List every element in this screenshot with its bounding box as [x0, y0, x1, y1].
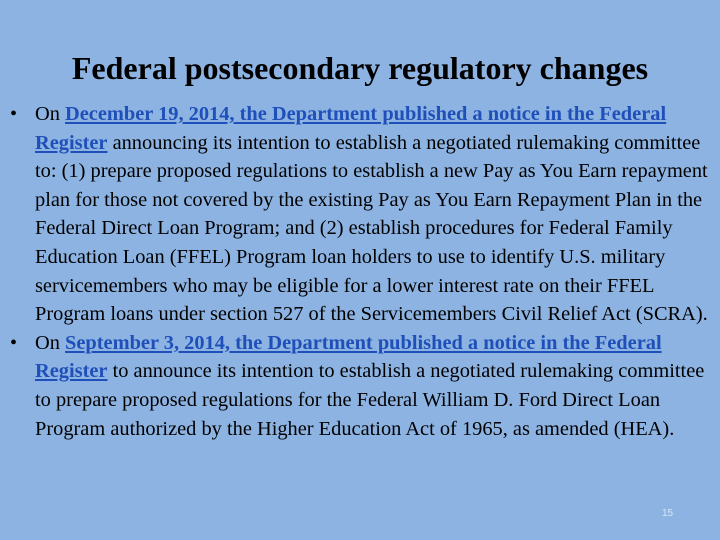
- bullet-item-september: [10, 329, 715, 443]
- page-number: 15: [662, 508, 674, 519]
- bullet-lead-text: On: [35, 331, 66, 354]
- bullet-icon: •: [10, 331, 18, 354]
- federal-register-link-december[interactable]: December 19, 2014, the Department published a notice in the Federal Register: [35, 103, 667, 154]
- bullet-body-text: to announce its intention to establish a negotiated rulemaking committee to prepare proposed regulations for the Federal William D. Ford Direct Loan Program authorized by the Higher Education Act of 1965, as amended (HEA).: [35, 360, 705, 440]
- slide-title: Federal postsecondary regulatory changes: [71, 50, 649, 86]
- bullet-body-text: announcing its intention to establish a negotiated rulemaking committee to: (1) prepare proposed regulations to establish a new Pay as You Earn repayment plan for those not covered by the existing Pay as You Earn Repayment Plan in the Federal Direct Loan Program; and (2) establish procedures for Federal Family Education Loan (FFEL) Program loan holders to use to identify U.S. military servicemembers who may be eligible for a lower interest rate on their FFEL Program loans under section 527 of the Servicemembers Civil Relief Act (SCRA).: [35, 131, 708, 326]
- bullet-icon: •: [10, 103, 18, 125]
- bullet-lead-text: On: [35, 103, 66, 125]
- bullet-item-december: [10, 100, 715, 329]
- federal-register-link-september[interactable]: September 3, 2014, the Department published a notice in the Federal Register: [35, 331, 662, 383]
- bullet-list: [10, 100, 715, 443]
